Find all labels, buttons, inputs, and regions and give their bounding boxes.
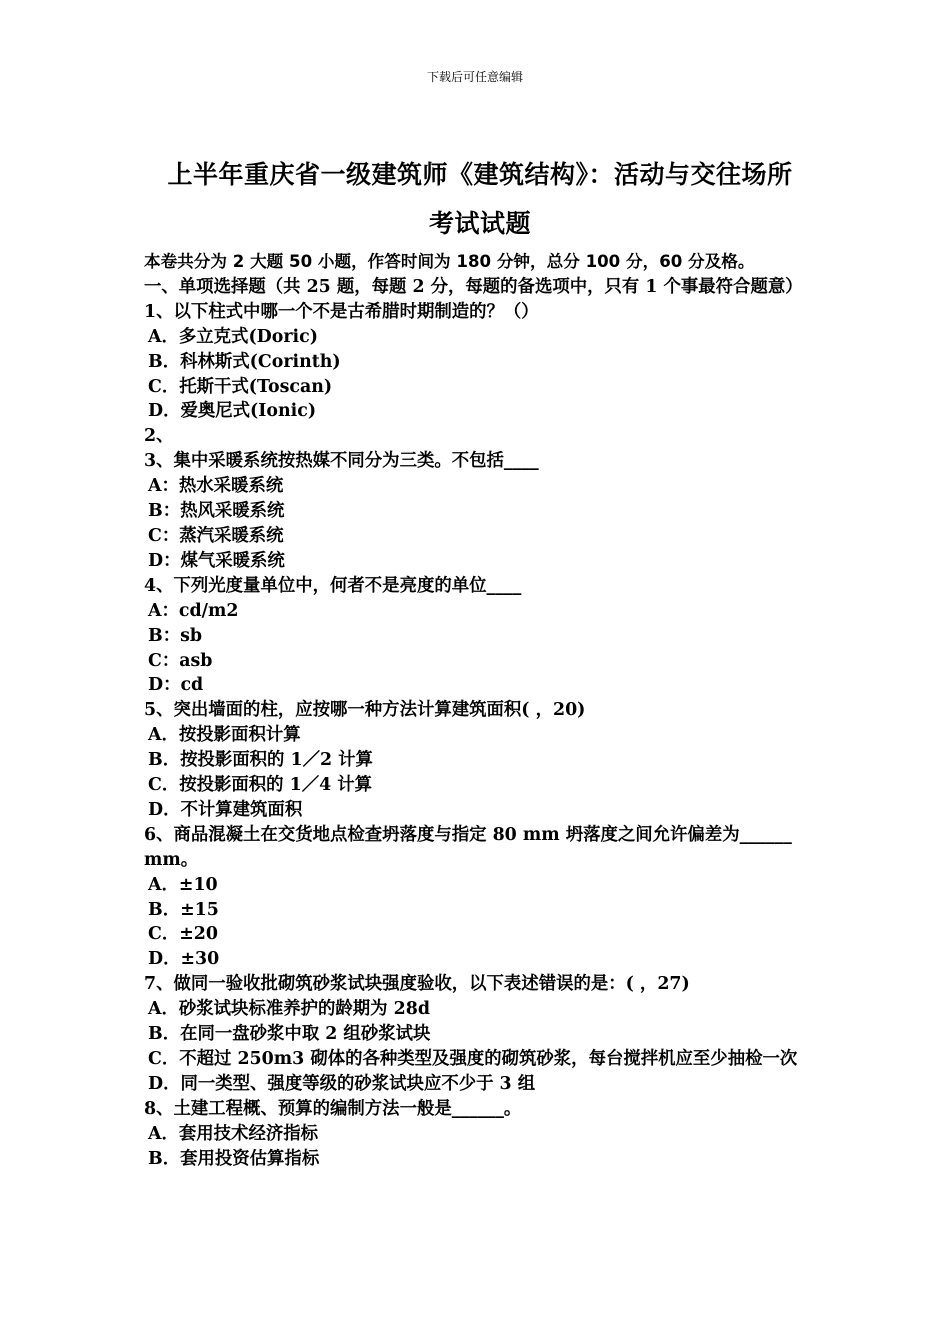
- exam-content: [144, 250, 809, 1172]
- option: A．砂浆试块标准养护的龄期为 28d: [148, 999, 430, 1020]
- question-4: 4、下列光度量单位中，何者不是亮度的单位____: [144, 575, 522, 596]
- option: A：cd/m2: [148, 600, 239, 621]
- question-1: 1、以下柱式中哪一个不是古希腊时期制造的？（）: [144, 301, 539, 322]
- option: C．不超过 250m3 砌体的各种类型及强度的砌筑砂浆，每台搅拌机应至少抽检一次: [148, 1049, 798, 1069]
- option: D：煤气采暖系统: [148, 550, 285, 571]
- option: B．±15: [148, 899, 219, 920]
- option: A．多立克式(Doric): [148, 326, 318, 347]
- option: C．按投影面积的 1／4 计算: [148, 775, 373, 796]
- option: B：热风采暖系统: [148, 501, 285, 522]
- option: B．套用投资估算指标: [148, 1148, 320, 1169]
- option: C：蒸汽采暖系统: [148, 525, 284, 546]
- option: D：cd: [148, 675, 204, 696]
- question-3: 3、集中采暖系统按热媒不同分为三类。不包括____: [144, 451, 539, 472]
- section-heading: 一、单项选择题（共 25 题，每题 2 分，每题的备选项中，只有 1 个事最符合题意）: [144, 276, 803, 297]
- option: A．套用技术经济指标: [148, 1123, 319, 1144]
- option: D．同一类型、强度等级的砂浆试块应不少于 3 组: [148, 1073, 536, 1094]
- option: B：sb: [148, 625, 203, 646]
- option: D．不计算建筑面积: [148, 799, 303, 820]
- option: D．±30: [148, 949, 220, 970]
- exam-intro: 本卷共分为 2 大题 50 小题，作答时间为 180 分钟，总分 100 分，60 分及格。: [144, 252, 755, 271]
- page-header: 下载后可任意编辑: [426, 70, 523, 84]
- document-title-line-2: 考试试题: [428, 209, 531, 238]
- option: B．科林斯式(Corinth): [148, 351, 341, 372]
- option: A．按投影面积计算: [148, 725, 301, 746]
- option: A．±10: [148, 874, 218, 895]
- question-2: 2、: [144, 426, 174, 447]
- option: C．托斯干式(Toscan): [148, 376, 333, 397]
- question-7: 7、做同一验收批砌筑砂浆试块强度验收，以下表述错误的是：( ，27): [144, 974, 690, 995]
- option: C：asb: [148, 650, 213, 671]
- document-title-line-1: 上半年重庆省一级建筑师《建筑结构》：活动与交往场所: [167, 160, 793, 189]
- option: C．±20: [148, 924, 219, 945]
- question-6: 6、商品混凝土在交货地点检查坍落度与指定 80 mm 坍落度之间允许偏差为______mm。: [144, 824, 792, 870]
- question-8: 8、土建工程概、预算的编制方法一般是______。: [144, 1098, 522, 1119]
- option: B．在同一盘砂浆中取 2 组砂浆试块: [148, 1024, 431, 1045]
- question-5: 5、突出墙面的柱，应按哪一种方法计算建筑面积( ，20): [144, 700, 586, 721]
- option: D．爱奥尼式(Ionic): [148, 401, 317, 422]
- option: B．按投影面积的 1／2 计算: [148, 750, 373, 771]
- option: A：热水采暖系统: [148, 476, 284, 497]
